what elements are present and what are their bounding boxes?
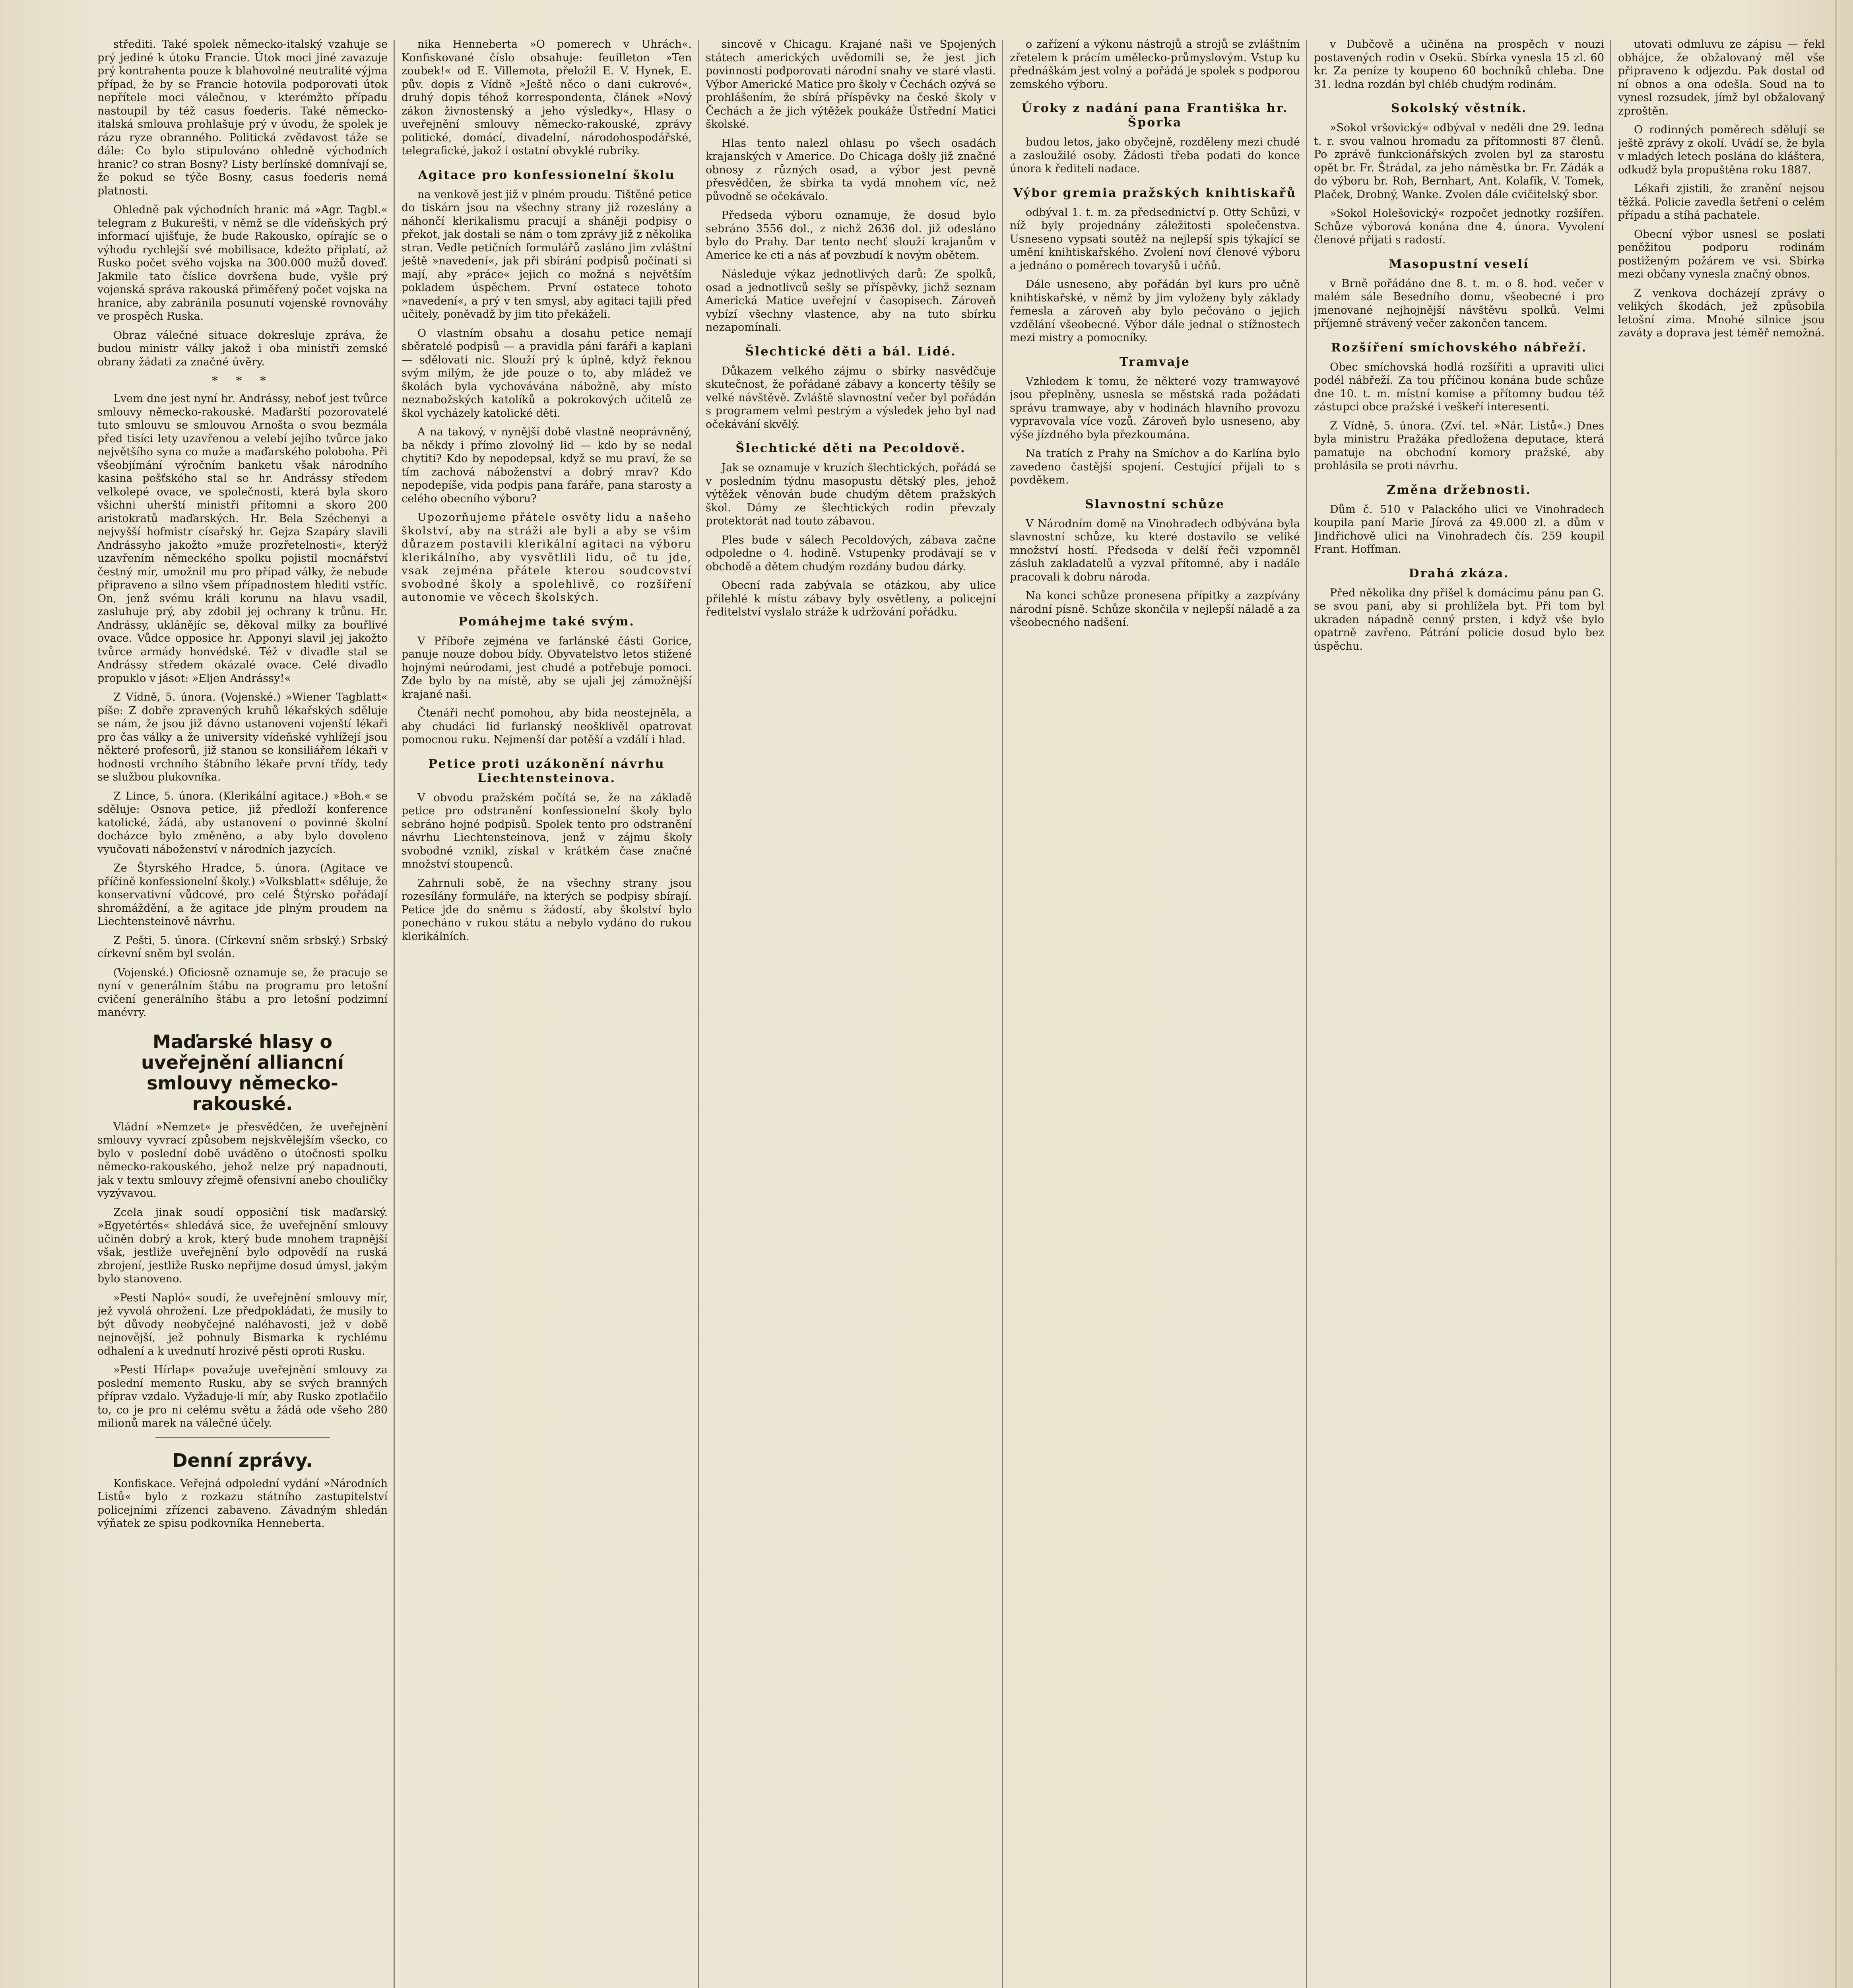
section-heading: Denní zprávy. <box>172 1449 313 1471</box>
column-6 <box>1618 38 1825 1988</box>
article-paragraph: Lvem dne jest nyní hr. Andrássy, neboť jest tvůrce smlouvy německo-rakouské. Maďarští pozorovatelé tuto smlouvu se smlouvou Arnošta o svou bezmála před tisíci lety uzavřenou a velebí jejího tvůrce jako největšího syna co muže a maďarského poloboha. Při všeobjímání výročním banketu však národního kasina pešťského stal se hr. Andrássy středem velkolepé ovace, ve společnosti, která byla skoro všichni uherští ministři přítomni a skoro 200 aristokratů maďarských. Hr. Bela Széchenyi a nejvyšší hofmistr císařský hr. Gejza Szapáry slavili Andrássyho jakožto »muže prozřetelnosti«, kterýž uzavřením německého spolku pojistil mocnářství čestný mír, umožnil mu pro případ války, že nebude připraveno a silno všem případnostem hlediti vstříc. On, jenž svému králi korunu na hlavu vsadil, zasluhuje prý, aby zdobil jej ochrany k trůnu. Hr. Andrássy, uklánějíc se, děkoval milky za bouřlivé ovace. Vůdce opposice hr. Apponyi slavil jej jakožto tvůrce armády honvédské. Též v divadle stal se Andrássy středem okázalé ovace. Celé divadlo propuklo v jásot: »Eljen Andrássy!« <box>97 392 388 685</box>
article-paragraph: Upozorňujeme přátele osvěty lidu a našeho školství, aby na stráži ale byli a aby se všim důrazem postavili klerikální agitaci na výboru klerikálního, aby vysvětlili lidu, oč tu jde, vsak zejména přátele kterou soudcovství svobodné školy a spolehlivě, co rozšíření autonomie ve věcech školských. <box>402 511 692 604</box>
article-paragraph: v Dubčově a učiněna na prospěch v nouzi postavených rodin v Osekü. Sbírka vynesla 15 zl. 60 kr. Za peníze ty koupeno 60 bochníků chleba. Dne 31. ledna rozdán byl chléb chudým rodinám. <box>1314 38 1604 91</box>
article-heading: Výbor gremia pražských knihtiskařů <box>1013 186 1297 200</box>
article-paragraph: utovati odmluvu ze zápisu — řekl obhájce, že obžalovaný měl vše připraveno k odjezdu. Pak dostal od ní obnos a ona odešla. Soud na to vynesl rozsudek, jímž byl obžalovaný zproštěn. <box>1618 38 1825 117</box>
article-paragraph: Konfiskace. Veřejná odpolední vydání »Národních Listů« bylo z rozkazu státního zastupitelství policejními zřízenci zabaveno. Závadným shledán výňatek ze spisu podkovníka Henneberta. <box>97 1477 388 1530</box>
article-paragraph: V Příboře zejména ve farlánské části Gorice, panuje nouze dobou bídy. Obyvatelstvo letos stižené hojnými neúrodami, jest chudé a potřebuje pomoci. Zde bylo by na místě, aby se ujali jej zámožnější krajané naši. <box>402 635 692 701</box>
article-paragraph: o zařízení a výkonu nástrojů a strojů se zvláštním zřetelem k prácím umělecko-průmyslovým. Vstup ku přednáškám jest volný a pořádá je spolek s podporou zemského výboru. <box>1010 38 1300 91</box>
article-paragraph: Obec smíchovská hodlá rozšířiti a upraviti ulici podél nábřeží. Za tou příčinou konána bude schůze dne 10. t. m. místní komise a přítomny budou též zástupci obce pražské i veškeří interesenti. <box>1314 361 1604 413</box>
article-paragraph: Vládní »Nemzet« je přesvědčen, že uveřejnění smlouvy vyvrací způsobem nejskvělejším všecko, co bylo v poslední době uváděno o útočnosti spolku německo-rakouského, jehož nelze prý napadnouti, jak v textu smlouvy zřejmě ofensivní anebo chouličky vyzývavou. <box>97 1120 388 1200</box>
article-heading: Úroky z nadání pana Františka hr. Šporka <box>1021 101 1288 130</box>
article-paragraph: na venkově jest již v plném proudu. Tištěné petice do tiskárn jsou na všechny strany již rozeslány a náhončí klerikalismu pracují a sháněji podpisy o překot, jak dostali se nám o tom zprávy již z několika stran. Vedle petičních formulářů zasláno jim zvláštní ještě »navedení«, jak při sbírání podpisů počínati si mají, aby »práce« jejich co možná s největším pokladem úspěchem. První ostatece tohoto »navedení«, a prý v ten smysl, aby agitaci tajili před učitely, poněvadž by jim tito překáželi. <box>402 188 692 320</box>
article-paragraph: Důkazem velkého zájmu o sbírky nasvědčuje skutečnost, že pořádané zábavy a koncerty těšily se velké návštěvě. Zvláště slavnostní večer byl pořádán s programem velmi pestrým a výsledek jeho byl nad očekávání skvělý. <box>706 365 996 431</box>
article-heading: Rozšíření smíchovského nábřeží. <box>1331 340 1587 355</box>
article-heading: Šlechtické děti a bál. Lidé. <box>745 344 957 359</box>
article-heading: Slavnostní schůze <box>1085 497 1225 511</box>
article-paragraph: Dále usneseno, aby pořádán byl kurs pro učně knihtiskařské, v němž by jim vyloženy byly základy řemesla a zároveň aby bylo pečováno o jejich vzdělání všeobecné. Výbor dále jednal o stížnostech mezi mistry a pomocníky. <box>1010 278 1300 344</box>
article-paragraph: V obvodu pražském počítá se, že na základě petice pro odstranění konfessionelní školy bylo sebráno hojné podpisů. Spolek tento pro odstranění návrhu Liechtensteinova, jenž v zájmu školy svobodné vznikl, získal v krátkém čase značné množství stoupenců. <box>402 791 692 870</box>
article-heading: Sokolský věstník. <box>1391 101 1527 115</box>
article-paragraph: nika Henneberta »O pomerech v Uhrách«. Konfiskované číslo obsahuje: feuilleton »Ten zoubek!« od E. Villemota, přeložil E. V. Hynek, E. pův. dopis z Vídně »Ještě něco o dani cukrové«, druhý dopis téhož korrespondenta, článek »Nový zákon živnostenský a jeho výsledky«, Hlasy o uveřejnění smlouvy německo-rakouské, zprávy politické, domácí, divadelní, národohospodářské, telegrafické, jakož i ostatní obvyklé rubriky. <box>402 38 692 157</box>
article-heading: Změna držebnosti. <box>1387 483 1531 497</box>
column-rule <box>698 40 699 1988</box>
article-paragraph: budou letos, jako obyčejně, rozděleny mezi chudé a zasloužilé osoby. Žádosti třeba podati do konce února k řediteli nadace. <box>1010 136 1300 175</box>
column-rule <box>394 40 395 1988</box>
article-paragraph: O rodinných poměrech sdělují se ještě zprávy z okolí. Uvádí se, že byla v mladých letech poslána do kláštera, odkudž byla propuštěna roku 1887. <box>1618 124 1825 176</box>
article-paragraph: O vlastním obsahu a dosahu petice nemají sběratelé podpisů — a pravidla páni faráři a kaplani — sdělovati nic. Slouží prý k úplně, když řeknou svým milým, že jde pouze o to, aby mládež ve školách byla vychovávána nábožně, aby místo neznabožských katolíků a pokrokových učitelů ze škol vycházely katolické děti. <box>402 327 692 419</box>
article-paragraph: »Pesti Hírlap« považuje uveřejnění smlouvy za poslední memento Rusku, aby se svých branných příprav vzdalo. Vyžaduje-li mír, aby Rusko zpotlačilo to, co je pro ni celému světu a žádá ode všeho 280 milionů marek na válečné účely. <box>97 1364 388 1429</box>
article-paragraph: Obraz válečné situace dokresluje zpráva, že budou ministr války jakož i oba ministři zemské obrany žádati za značné úvěry. <box>97 329 388 368</box>
article-paragraph: Čtenáři nechť pomohou, aby bída neostejněla, a aby chudáci lid furlanský neošklivěl opatrovat pomocnou ruku. Nejmenší dar potěší a vzdálí i hlad. <box>402 707 692 746</box>
article-paragraph: Předseda výboru oznamuje, že dosud bylo sebráno 3556 dol., z nichž 2636 dol. již odesláno bylo do Prahy. Dar tento nechť slouží krajanům v Americe ke cti a nás ať povzbudí k novým obětem. <box>706 209 996 262</box>
article-paragraph: »Sokol Holešovický« rozpočet jednotky rozšířen. Schůze výborová konána dne 4. února. Vyvolení členové přijati s radostí. <box>1314 207 1604 246</box>
article-paragraph: Z Vídně, 5. února. (Vojenské.) »Wiener Tagblatt« píše: Z dobře zpravených kruhů lékařských sděluje se nám, že jsou již dávno ustanoveni vojenští lékaři pro čas války a že university vídeňské vyhlížejí jsou některé profesorů, již stanou se konsiliářem lékaři v hodnosti vrchního štábního lékaře první třídy, tedy se službou plukovníka. <box>97 691 388 783</box>
article-paragraph: odbýval 1. t. m. za předsednictví p. Otty Schůzi, v níž byly projednány záležitosti společenstva. Usneseno vypsati soutěž na nejlepší spis týkající se umění knihtiskařského. Zvolení noví členové výboru a jednáno o poměrech tovaryšů i učňů. <box>1010 206 1300 272</box>
article-paragraph: Na tratích z Prahy na Smíchov a do Karlína bylo zavedeno častější spojení. Cestující přijali to s povděkem. <box>1010 447 1300 486</box>
article-paragraph: Z Lince, 5. února. (Klerikální agitace.) »Boh.« se sděluje: Osnova petice, již předloží konference katolické, žádá, aby ustanovení o povinné školní docházce bylo změněno, a aby bylo dovoleno vyučovati náboženství v národních jazycích. <box>97 790 388 856</box>
page-fold-edge <box>1835 0 1837 1988</box>
article-heading: Drahá zkáza. <box>1409 566 1510 580</box>
article-paragraph: Lékaři zjistili, že zranění nejsou těžká. Policie zavedla šetření o celém případu a stíhá pachatele. <box>1618 182 1825 221</box>
article-paragraph: v Brně pořádáno dne 8. t. m. o 8. hod. večer v malém sále Besedního domu, všeobecné i pro jmenované nejhojnější návštěvu spolků. Velmi příjemně strávený večer zakončen tancem. <box>1314 277 1604 330</box>
article-paragraph: Hlas tento nalezl ohlasu po všech osadách krajanských v Americe. Do Chicaga došly již značné obnosy z různých osad, a výbor jest pevně přesvědčen, že sbírka ta vydá mnohem víc, než původně se očekávalo. <box>706 137 996 203</box>
article-heading: Petice proti uzákonění návrhu Liechtensteinova. <box>428 757 665 785</box>
column-rule <box>1306 40 1307 1988</box>
article-heading: Masopustní veselí <box>1389 257 1529 271</box>
article-heading: Pomáhejme také svým. <box>458 614 635 629</box>
article-paragraph: Obecní rada zabývala se otázkou, aby ulice přilehlé k místu zábavy byly osvětleny, a policejní ředitelství vyslalo stráže k udržování pořádku. <box>706 579 996 618</box>
article-paragraph: sincově v Chicagu. Krajané naši ve Spojených státech amerických uvědomili se, že jest jich povinností podporovati národní snahy ve staré vlasti. Výbor Americké Matice pro školy v Čechách ozývá se prohlášením, že sbírá příspěvky na české školy v Čechách a že jich výtěžek poukáže Ústřední Matici školské. <box>706 38 996 130</box>
article-paragraph: Ohledně pak východních hranic má »Agr. Tagbl.« telegram z Bukurešti, v němž se dle vídeňských prý informací ujišťuje, že bude Rakousko, opírajíc se o výhodu rychlejší své mobilisace, kdežto připlatí, až Rusko počet svého vojska na 300.000 mužů doveď. Jakmile tato číslice dovršena bude, vyšle prý vojenská správa rakouská přiměřený počet vojska na hranice, aby zabránila posunutí vojenské rovnováhy ve prospěch Ruska. <box>97 204 388 322</box>
section-heading: Maďarské hlasy o uveřejnění alliancní smlouvy německo-rakouské. <box>141 1031 344 1114</box>
divider <box>155 1437 330 1438</box>
article-paragraph: A na takový, v nynější době vlastně neoprávněný, ba někdy i přímo zlovolný lid — kdo by se nedal chytiti? Kdo by nepodepsal, když se mu praví, že se tím zachová náboženství a dobrý mrav? Kdo nepodepíše, vida podpis pana faráře, pana starosty a celého obecního výboru? <box>402 426 692 505</box>
article-paragraph: Ze Štyrského Hradce, 5. února. (Agitace ve příčině konfessionelní školy.) »Volksblatt« sděluje, že konservativní vůdcové, pro celé Štýrsko pořádají shromáždění, a že agitace jde plným proudem na Liechtensteinově návrhu. <box>97 862 388 928</box>
article-paragraph: Obecní výbor usnesl se poslati peněžitou podporu rodinám postiženým požárem ve vsi. Sbírka mezi občany vynesla značný obnos. <box>1618 228 1825 280</box>
article-paragraph: Jak se oznamuje v kruzích šlechtických, pořádá se v posledním týdnu masopustu dětský ples, jehož výtěžek věnován bude chudým dětem pražských škol. Dámy ze šlechtických rodin převzaly protektorát nad touto zábavou. <box>706 462 996 527</box>
article-paragraph: Z venkova docházejí zprávy o velikých škodách, jež způsobila letošní zima. Mnohé silnice jsou zaváty a doprava jest téměř nemožná. <box>1618 287 1825 339</box>
article-paragraph: Z Pešti, 5. února. (Církevní sněm srbský.) Srbský církevní sněm byl svolán. <box>97 934 388 960</box>
column-rule <box>1002 40 1003 1988</box>
column-1 <box>97 38 388 1988</box>
article-paragraph: (Vojenské.) Oficiosně oznamuje se, že pracuje se nyní v generálním štábu na programu pro letošní cvičení generálního štábu a pro letošní podzimní manévry. <box>97 966 388 1019</box>
article-paragraph: Před několika dny přišel k domácímu pánu pan G. se svou paní, aby si prohlížela byt. Při tom byl ukraden nápadně cenný prsten, i když vše bylo opatrně zavřeno. Pátrání policie dosud bylo bez úspěchu. <box>1314 586 1604 652</box>
article-paragraph: střediti. Také spolek německo-italský vzahuje se prý jediné k útoku Francie. Útok moci jiné zavazuje prý kontrahenta pouze k blahovolné neutralité výjma případ, že by se Francie hotovila podporovati útok nepřítele moci válečnou, v kterémžto případu nastoupil by též casus foederis. Také německo-italská smlouva prohlašuje prý v úvodu, že spolek je rázu ryze obranného. Politická zvědavost táže se dále: Co bylo stipulováno ohledně východních hranic? co stran Bosny? Listy berlínské domnívají se, že pokud se týče Bosny, casus foederis nemá platnosti. <box>97 38 388 197</box>
article-paragraph: V Národním domě na Vinohradech odbývána byla slavnostní schůze, ku které dostavilo se veliké množství hostí. Předseda v delší řeči vzpomněl zásluh zakladatelů a vyzval přítomné, aby i nadále pracovali k dobru národa. <box>1010 517 1300 583</box>
article-paragraph: Z Vídně, 5. února. (Zví. tel. »Nár. Listů«.) Dnes byla ministru Pražáka předložena deputace, která pamatuje na obchodní komory pražské, aby prohlásila se proti návrhu. <box>1314 419 1604 472</box>
article-paragraph: Vzhledem k tomu, že některé vozy tramwayové jsou přeplněny, usnesla se městská rada požádati správu tramwaye, aby v hodinách hlavního provozu vypravovala více vozů. Zároveň bylo usneseno, aby výše jízdného byla přezkoumána. <box>1010 375 1300 441</box>
article-paragraph: »Pesti Napló« soudí, že uveřejnění smlouvy mír, jež vyvolá ohrožení. Lze předpokládati, že musily to být důvody neobyčejné naléhavosti, jež v době nejnovější, jež pohnuly Bismarka k rychlému odhalení a k uvednutí hrozivé pěsti oproti Rusku. <box>97 1291 388 1357</box>
article-paragraph: Zcela jinak soudí opposiční tisk maďarský. »Egyetértés« shledává sice, že uveřejnění smlouvy učiněn dobrý a krok, který bude mnohem trapnější však, jestliže uveřejnění bylo odpovědí na ruská zbrojení, jestliže Rusko nepřijme dosud úmysl, jakým bylo stanoveno. <box>97 1206 388 1285</box>
column-3 <box>706 38 996 1988</box>
column-4 <box>1010 38 1300 1988</box>
article-heading: Tramvaje <box>1120 355 1190 369</box>
article-paragraph: Na konci schůze pronesena přípitky a zazpívány národní písně. Schůze skončila v nejlepší náladě a za všeobecného nadšení. <box>1010 590 1300 629</box>
column-2 <box>402 38 692 1988</box>
column-rule <box>1610 40 1611 1988</box>
article-paragraph: Následuje výkaz jednotlivých darů: Ze spolků, osad a jednotlivců sešly se příspěvky, jichž seznam Americká Matice uveřejní v časopisech. Zároveň vybízí všechny vlastence, aby na tuto sbírku nezapomínali. <box>706 268 996 334</box>
article-paragraph: Dům č. 510 v Palackého ulici ve Vinohradech koupila paní Marie Jírová za 49.000 zl. a dům v Jindřichově ulici na Vinohradech čís. 259 koupil Frant. Hoffman. <box>1314 503 1604 555</box>
article-heading: Agitace pro konfessionelní školu <box>418 168 675 182</box>
section-separator: * * * <box>211 374 274 388</box>
article-paragraph: Zahrnuli sobě, že na všechny strany jsou rozesílány formuláře, na kterých se podpisy sbírají. Petice jde do sněmu s žádostí, aby školství bylo ponecháno v rukou státu a nebylo vydáno do rukou klerikálních. <box>402 877 692 943</box>
article-paragraph: Ples bude v sálech Pecoldových, zábava začne odpoledne o 4. hodině. Vstupenky prodávají se v obchodě a dětem chudým rozdány budou dárky. <box>706 534 996 573</box>
column-5 <box>1314 38 1604 1988</box>
article-paragraph: »Sokol vršovický« odbýval v neděli dne 29. ledna t. r. svou valnou hromadu za přítomnosti 87 členů. Po zprávě funkcionářských zvolen byl za starostu opět br. Fr. Štrádal, za jeho náměstka br. Fr. Zádák a do výboru br. Roh, Bernhart, Ant. Kolafík, V. Tomek, Plaček, Drobný, Wanke. Zvolen dále cvičitelský sbor. <box>1314 122 1604 201</box>
article-heading: Šlechtické děti na Pecoldově. <box>735 441 966 455</box>
